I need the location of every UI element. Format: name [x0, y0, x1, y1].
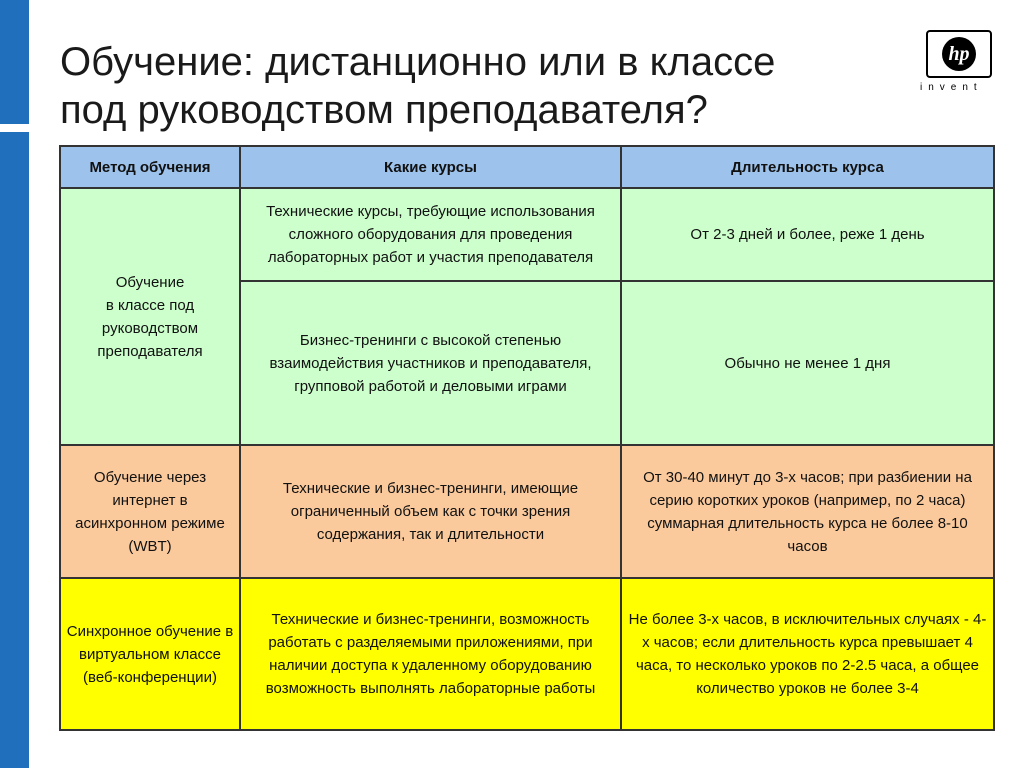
hp-logo-tagline: invent: [920, 82, 983, 93]
courses-wbt: Технические и бизнес-тренинги, имеющие ограниченный объем как с точки зрения содержания, так и длительности: [240, 445, 621, 578]
table-row: [60, 578, 994, 730]
sidebar-accent-top: [0, 0, 29, 124]
table-row: [60, 445, 994, 578]
courses-technical: Технические курсы, требующие использования сложного оборудования для проведения лабораторных работ и участия преподавателя: [240, 188, 621, 281]
comparison-table: [59, 145, 995, 731]
method-classroom-line: преподавателя: [97, 342, 203, 360]
method-classroom-line: руководством: [101, 319, 199, 337]
page-title-line-2: под руководством преподавателя?: [60, 88, 708, 132]
header-duration: Длительность курса: [621, 146, 994, 188]
method-virtual-class: Синхронное обучение в виртуальном классе (веб-конференции): [60, 578, 240, 730]
duration-technical: От 2-3 дней и более, реже 1 день: [621, 188, 994, 281]
method-wbt: Обучение через интернет в асинхронном режиме (WBT): [60, 445, 240, 578]
hp-logo: [918, 30, 998, 96]
page-title: [60, 38, 910, 134]
duration-virtual-class: Не более 3-х часов, в исключительных случаях - 4-х часов; если длительность курса превышает 4 часа, то несколько уроков по 2-2.5 часа, а общее количество уроков не более 3-4: [621, 578, 994, 730]
header-method: Метод обучения: [60, 146, 240, 188]
duration-wbt: От 30-40 минут до 3-х часов; при разбиении на серию коротких уроков (например, по 2 часа) суммарная длительность курса не более 8-10 часов: [621, 445, 994, 578]
page-title-line-1: Обучение: дистанционно или в классе: [60, 40, 776, 84]
duration-business: Обычно не менее 1 дня: [621, 281, 994, 445]
table-header-row: [60, 146, 994, 188]
method-classroom-line: Обучение: [115, 273, 185, 291]
table-row: [60, 188, 994, 281]
sidebar-accent-bottom: [0, 132, 29, 768]
hp-logo-frame: [926, 30, 992, 78]
method-classroom: [60, 188, 240, 445]
header-courses: Какие курсы: [240, 146, 621, 188]
courses-virtual-class: Технические и бизнес-тренинги, возможность работать с разделяемыми приложениями, при наличии доступа к удаленному оборудованию возможность выполнять лабораторные работы: [240, 578, 621, 730]
courses-business: Бизнес-тренинги с высокой степенью взаимодействия участников и преподавателя, групповой работой и деловыми играми: [240, 281, 621, 445]
method-classroom-line: в классе под: [105, 296, 195, 314]
hp-logo-mark: hp: [942, 37, 976, 71]
